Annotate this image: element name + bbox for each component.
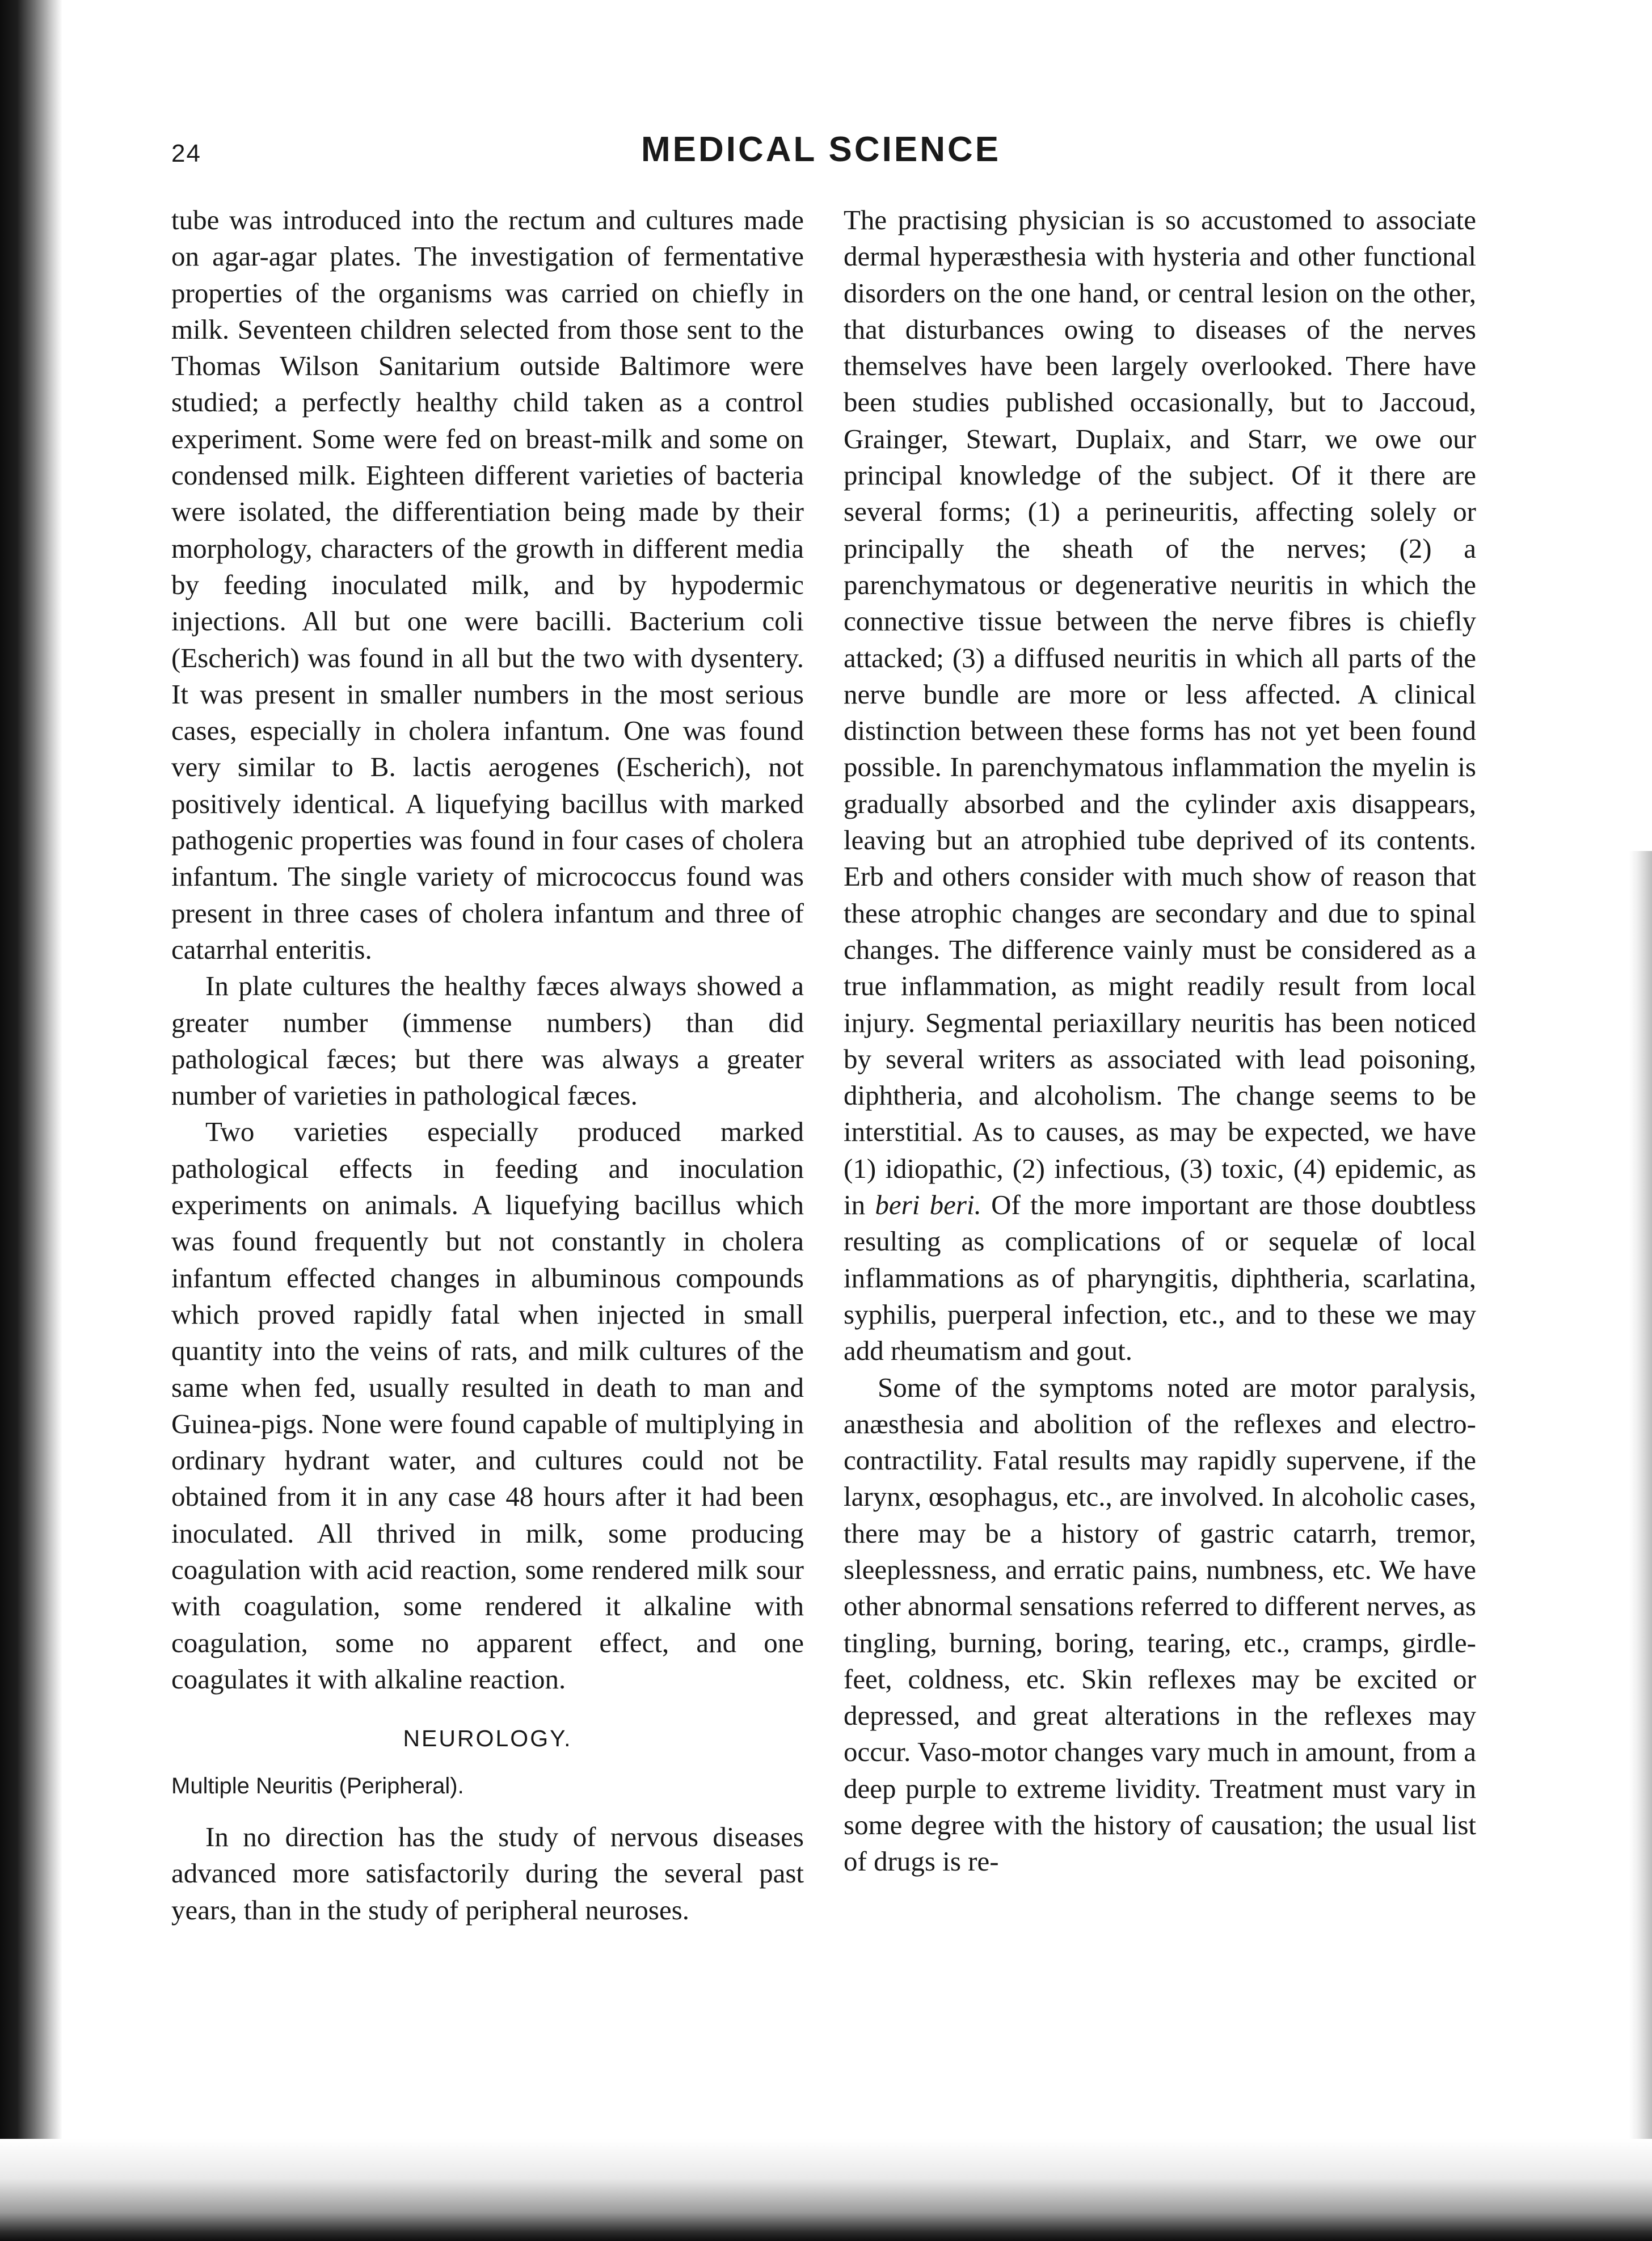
paragraph: Some of the symptoms noted are motor paralysis, anæsthesia and abolition of the reflexes and electro-contractility. Fatal results may rapidly supervene, if the larynx, œsophagus, etc., are involved. In alcoholic cases, there may be a history of gastric catarrh, tremor, sleeplessness, and erratic pains, numbness, etc. We have other abnormal sensations referred to different nerves, as tingling, burning, boring, tearing, etc., cramps, girdle-feet, coldness, etc. Skin reflexes may be excited or depressed, and great alterations in the reflexes may occur. Vaso-motor changes vary much in amount, from a deep purple to extreme lividity. Treatment must vary in some degree with the history of causation; the usual list of drugs is re- [844,1371,1476,1877]
paragraph-text: Of the more important are those doubtless resulting as complications of or sequelæ of local inflammations as of pharyngitis, diphtheria, scarlatina, syphilis, puerperal infection, etc., and to these we may add rheumatism and gout. [844,1189,1476,1367]
italic-term: beri beri. [875,1189,981,1221]
page-number: 24 [171,140,201,167]
left-column [171,202,804,1928]
paragraph-text: The practising physician is so accustomed to associate dermal hyperæsthesia with hysteria and other functional disorders on the one hand, or central lesion on the other, that disturbances owing to diseases of the nerves themselves have been largely overlooked. There have been studies published occasionally, but to Jaccoud, Grainger, Stewart, Duplaix, and Starr, we owe our principal knowledge of the subject. Of it there are several forms; (1) a perineuritis, affecting solely or principally the sheath of the nerves; (2) a parenchymatous or degenerative neuritis in which the connective tissue between the nerve fibres is chiefly attacked; (3) a diffused neuritis in which all parts of the nerve bundle are more or less affected. A clinical distinction between these forms has not yet been found possible. In parenchymatous inflammation the myelin is gradually absorbed and the cylinder axis disappears, leaving but an atrophied tube deprived of its contents. Erb and others consider with much show of reason that these atrophic changes are secondary and due to spinal changes. The difference vainly must be considered as a true inflammation, as might readily result from local injury. Segmental periaxillary neuritis has been noticed by several writers as associated with lead poisoning, diphtheria, and alcoholism. The change seems to be interstitial. As to causes, as may be expected, we have (1) idiopathic, (2) infectious, (3) toxic, (4) epidemic, as in [844,204,1476,1221]
scan-shadow-right [1629,851,1652,2241]
sub-heading: Multiple Neuritis (Peripheral). [171,1774,464,1799]
section-heading: NEUROLOGY. [403,1725,572,1752]
scan-shadow-bottom [0,2139,1652,2241]
paragraph: Two varieties especially produced marked pathological effects in feeding and inoculation experiments on animals. A liquefying bacillus which was found frequently but not constantly in cholera infantum effected changes in albuminous compounds which proved rapidly fatal when injected in small quantity into the veins of rats, and milk cultures of the same when fed, usually resulted in death to man and Guinea-pigs. None were found capable of multiplying in ordinary hydrant water, and cultures could not be obtained from it in any case 48 hours after it had been inoculated. All thrived in milk, some producing coagulation with acid reaction, some rendered milk sour with coagulation, some rendered it alkaline with coagulation, some no apparent effect, and one coagulates it with alkaline reaction. [171,1116,804,1695]
scan-shadow-left [0,0,62,2241]
running-head: MEDICAL SCIENCE [641,130,1001,169]
paragraph: tube was introduced into the rectum and cultures made on agar-agar plates. The investigation of fermentative properties of the organisms was carried on chiefly in milk. Seventeen children selected from those sent to the Thomas Wilson Sanitarium outside Baltimore were studied; a perfectly healthy child taken as a control experiment. Some were fed on breast-milk and some on condensed milk. Eighteen different varieties of bacteria were isolated, the differentiation being made by their morphology, characters of the growth in different media by feeding inoculated milk, and by hypodermic injections. All but one were bacilli. Bacterium coli (Escherich) was found in all but the two with dysentery. It was present in smaller numbers in the most serious cases, especially in cholera infantum. One was found very similar to B. lactis aerogenes (Escherich), not positively identical. A liquefying bacillus with marked pathogenic properties was found in four cases of cholera infantum. The single variety of micrococcus found was present in three cases of cholera infantum and three of catarrhal enteritis. [171,204,804,965]
paragraph: In no direction has the study of nervous diseases advanced more satisfactorily during the several past years, than in the study of peripheral neuroses. [171,1821,804,1926]
paragraph: In plate cultures the healthy fæces always showed a greater number (immense numbers) than did pathological fæces; but there was always a greater number of varieties in pathological fæces. [171,970,804,1111]
paragraph [844,202,1476,1370]
right-column [844,202,1476,1880]
